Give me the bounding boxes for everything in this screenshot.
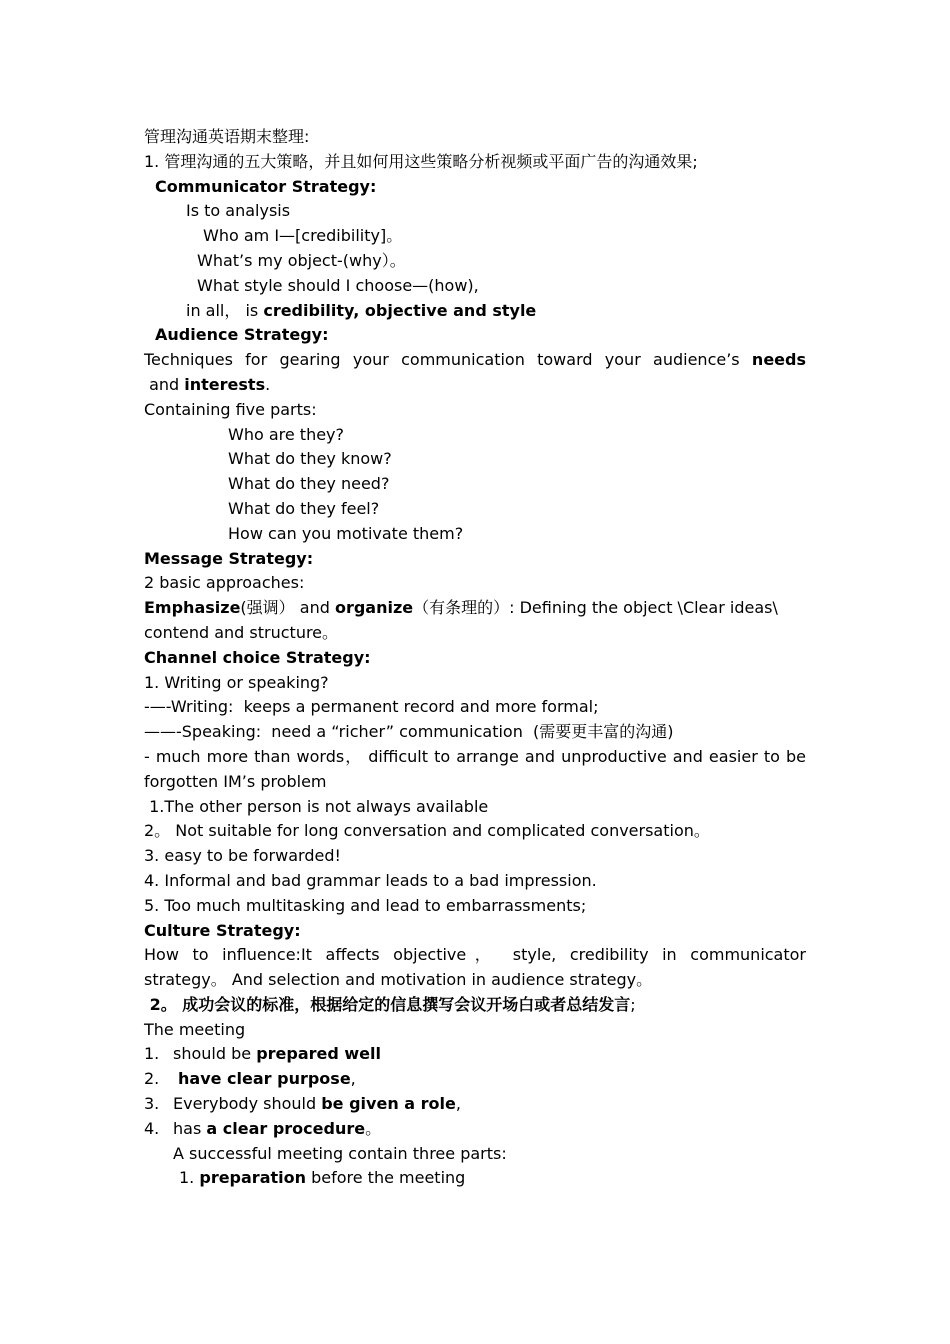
channel-item-text: 4. Informal and bad grammar leads to a bad impression. — [144, 870, 597, 890]
culture-heading-text: Culture Strategy: — [144, 920, 301, 940]
audience-part-text: What do they need? — [228, 474, 390, 494]
message-emphasize — [144, 596, 806, 621]
question-2 — [144, 993, 806, 1018]
channel-item-text: 2。 Not suitable for long conversation and complicated conversation。 — [144, 821, 710, 841]
message-heading-text: Message Strategy: — [144, 548, 314, 568]
meeting-three-parts-text: A successful meeting contain three parts: — [173, 1143, 507, 1163]
meeting-part-number: 1. — [179, 1168, 200, 1188]
channel-item — [144, 869, 806, 894]
meeting-item-bold: a clear procedure — [206, 1118, 366, 1138]
question-2-number: 2。 — [144, 994, 177, 1014]
audience-needs: needs — [751, 350, 806, 370]
channel-speaking-text: ——-Speaking: need a “richer” communication (需要更丰富的沟通) — [144, 722, 674, 742]
doc-title-text: 管理沟通英语期末整理: — [144, 127, 310, 146]
meeting-intro-text: The meeting — [144, 1019, 246, 1039]
channel-item — [144, 844, 806, 869]
channel-question-text: 1. Writing or speaking? — [144, 672, 329, 692]
communicator-intro — [144, 199, 806, 224]
communicator-line-1-text: Who am I—[credibility]。 — [203, 226, 403, 246]
communicator-heading — [144, 175, 806, 200]
meeting-intro — [144, 1018, 806, 1043]
audience-part — [144, 497, 806, 522]
channel-heading — [144, 646, 806, 671]
meeting-item-number: 1. — [144, 1044, 160, 1064]
meeting-item-end: 。 — [365, 1118, 382, 1138]
message-heading — [144, 547, 806, 572]
communicator-line-2 — [144, 249, 806, 274]
communicator-line-3-text: What style should I choose—(how), — [197, 275, 479, 295]
audience-part — [144, 423, 806, 448]
communicator-summary — [144, 299, 806, 324]
meeting-item-bold: be given a role — [321, 1094, 456, 1114]
doc-title — [144, 125, 806, 150]
message-and: and — [294, 598, 335, 618]
meeting-item-prefix: has — [173, 1118, 207, 1138]
channel-question — [144, 671, 806, 696]
audience-and: and — [144, 374, 185, 394]
audience-part-text: How can you motivate them? — [228, 523, 464, 543]
culture-heading — [144, 919, 806, 944]
audience-part — [144, 472, 806, 497]
channel-item — [144, 894, 806, 919]
channel-much — [144, 745, 806, 795]
culture-description — [144, 943, 806, 993]
audience-desc-a: Techniques for gearing your communication toward your audience’s — [144, 350, 752, 370]
channel-much-text: - much more than words， difficult to arrange and unproductive and easier to be forgotten IM’s problem — [144, 746, 806, 791]
communicator-heading-text: Communicator Strategy: — [155, 176, 377, 196]
audience-containing-text: Containing five parts: — [144, 399, 317, 419]
channel-speaking — [144, 720, 806, 745]
meeting-item-bold: have clear purpose — [178, 1069, 351, 1089]
meeting-item-2 — [144, 1067, 806, 1092]
meeting-item-end: , — [350, 1069, 356, 1089]
question-1-text: 1. 管理沟通的五大策略，并且如何用这些策略分析视频或平面广告的沟通效果; — [144, 151, 698, 171]
meeting-item-number: 4. — [144, 1118, 160, 1138]
message-contend-text: contend and structure。 — [144, 622, 339, 642]
meeting-item-4 — [144, 1117, 806, 1142]
audience-description — [144, 348, 806, 398]
emphasize-word: Emphasize — [144, 598, 241, 618]
audience-part-text: What do they know? — [228, 449, 392, 469]
meeting-part-bold: preparation — [199, 1168, 307, 1188]
meeting-item-number: 3. — [144, 1094, 160, 1114]
question-2-end: ; — [630, 994, 636, 1014]
question-2-text: 成功会议的标准，根据给定的信息撰写会议开场白或者总结发言 — [176, 994, 631, 1014]
communicator-line-1 — [144, 224, 806, 249]
meeting-part-rest: before the meeting — [306, 1168, 466, 1188]
channel-item-text: 5. Too much multitasking and lead to embarrassments; — [144, 895, 587, 915]
summary-bold: credibility, objective and style — [263, 300, 537, 320]
organize-word: organize — [334, 598, 414, 618]
audience-desc-end: . — [265, 374, 271, 394]
channel-writing-text: -—-Writing: keeps a permanent record and more formal; — [144, 697, 599, 717]
channel-heading-text: Channel choice Strategy: — [144, 647, 371, 667]
audience-part — [144, 522, 806, 547]
document-body — [144, 125, 806, 1191]
message-contend — [144, 621, 806, 646]
message-rest: （有条理的）: Defining the object \Clear ideas\ — [413, 598, 778, 618]
audience-interests: interests — [184, 374, 266, 394]
meeting-item-prefix: should be — [173, 1044, 257, 1064]
channel-item — [144, 819, 806, 844]
meeting-part-1 — [144, 1166, 806, 1191]
meeting-item-bold: prepared well — [256, 1044, 381, 1064]
summary-prefix: in all， is — [186, 300, 264, 320]
communicator-intro-text: Is to analysis — [186, 201, 291, 221]
meeting-three-parts — [144, 1142, 806, 1167]
meeting-item-end: , — [455, 1094, 461, 1114]
message-approaches — [144, 571, 806, 596]
communicator-line-3 — [144, 274, 806, 299]
audience-heading-text: Audience Strategy: — [155, 325, 329, 345]
meeting-item-number: 2. — [144, 1069, 160, 1089]
audience-part-text: What do they feel? — [228, 498, 380, 518]
meeting-item-3 — [144, 1092, 806, 1117]
meeting-item-prefix: Everybody should — [173, 1094, 322, 1114]
audience-part — [144, 447, 806, 472]
question-1 — [144, 150, 806, 175]
communicator-line-2-text: What’s my object-(why）。 — [197, 250, 406, 270]
culture-description-text: How to influence:It affects objective， style, credibility in communicator strategy。 And selection and motivation in audience strategy。 — [144, 945, 806, 990]
channel-item-text: 1.The other person is not always available — [144, 796, 489, 816]
channel-item — [144, 795, 806, 820]
meeting-item-1 — [144, 1042, 806, 1067]
audience-heading — [144, 323, 806, 348]
channel-item-text: 3. easy to be forwarded! — [144, 846, 341, 866]
emphasize-cn: (强调） — [240, 598, 295, 618]
audience-part-text: Who are they? — [228, 424, 345, 444]
message-approaches-text: 2 basic approaches: — [144, 573, 305, 593]
channel-writing — [144, 695, 806, 720]
audience-containing — [144, 398, 806, 423]
